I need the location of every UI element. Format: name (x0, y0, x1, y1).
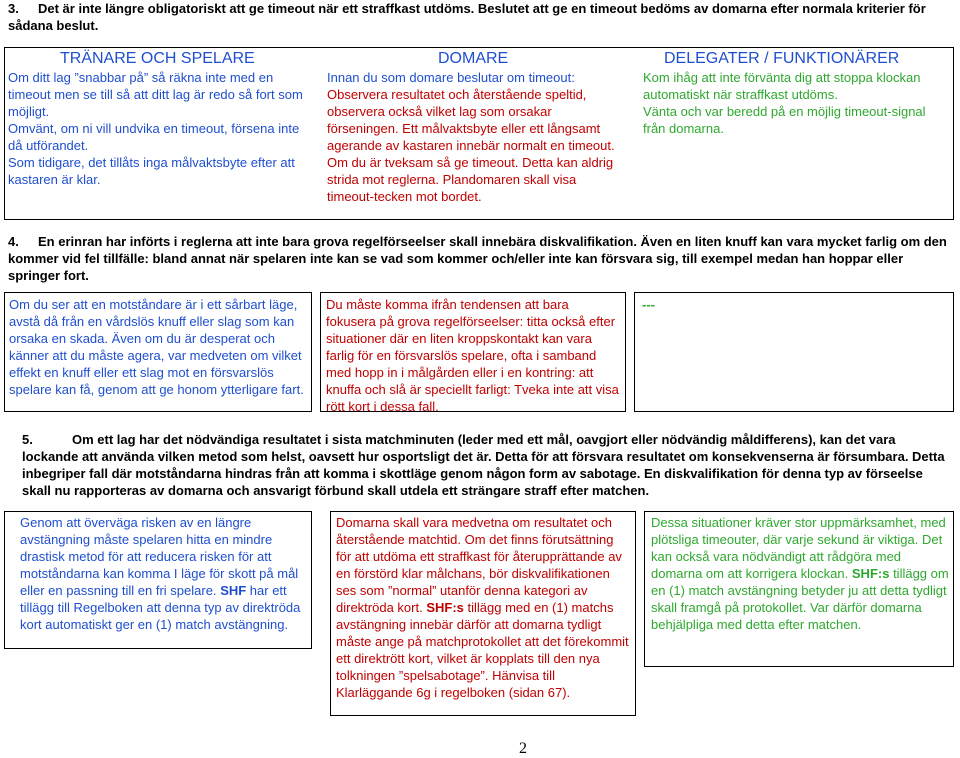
header-referees: DOMARE (438, 50, 509, 67)
page-number: 2 (519, 740, 527, 757)
section-3-delegates-text: Kom ihåg att inte förvänta dig att stoppa klockan automatiskt när straffkast utdöms. Vänta och var beredd på en möjlig timeout-signal från domarna. (643, 70, 926, 136)
section-5-referees-shf: SHF:s (426, 600, 464, 615)
item-5 (22, 431, 948, 499)
section-3-players-text: Om ditt lag ”snabbar på” så räkna inte med en timeout men se till så att ditt lag är redo så fort som möjligt. Omvänt, om ni vill undvika en timeout, försena inte då utförandet. Som tidigare, det tillåts inga målvaktsbyte efter att kastaren är klar. (8, 70, 303, 187)
section-3-referees-intro: Innan du som domare beslutar om timeout: (327, 70, 575, 85)
section-5-referees-cell (336, 514, 629, 701)
section-5-delegates-cell (651, 514, 949, 633)
item-3 (8, 0, 948, 34)
item-4-number: 4. (8, 234, 19, 249)
item-4-text: En erinran har införts i reglerna att inte bara grova regelförseelser skall innebära diskvalifikation. Även en liten knuff kan vara mycket farlig om den kommer vid fel tillfälle: bland annat när spelaren inte kan se vad som kommer och/eller inte kan försvara sig, till exempel medan han hoppar eller springer fort. (8, 234, 947, 283)
section-5-players-text: Genom att överväga risken av en längre avstängning måste spelaren hitta en mindre drastisk metod för att reducera risken för att motståndarna kan komma I läge för skott på mål eller en passning till en fri spelare. (20, 515, 299, 598)
section-3-referees-text: Observera resultatet och återstående speltid, observera också vilket lag som orsakar förseningen. Ett målvaktsbyte eller ett långsamt agerande av kastaren innebär normalt en timeout. Om du är tveksam så ge timeout. Detta kan aldrig strida mot reglerna. Plandomaren skall visa timeout-tecken mot bordet. (327, 87, 615, 204)
item-3-text: Det är inte längre obligatoriskt att ge timeout när ett straffkast utdöms. Beslutet att ge en timeout bedöms av domarna efter normala kriterier för sådana beslut. (8, 1, 926, 33)
header-players: TRÄNARE OCH SPELARE (60, 50, 255, 67)
header-delegates: DELEGATER / FUNKTIONÄRER (664, 50, 900, 67)
section-4-delegates-text: --- (642, 297, 655, 312)
section-5-delegates-shf: SHF:s (851, 566, 890, 581)
section-5-referees-shf-text: tillägg med en (1) matchs avstängning innebär därför att domarna tydligt måste ange på matchprotokollet att det förekommit ett direktrött kort, vilket är kopplats till den nya tolkningen ”spelsabotage”. Hänvisa till Klarläggande 6g i regelboken (sidan 67). (336, 600, 629, 700)
section-4-players-text: Om du ser att en motståndare är i ett sårbart läge, avstå då från en vårdslös knuff eller slag som kan orsaka en skada. Även om du är desperat och känner att du måste agera, var medveten om vilket effekt en knuff eller ett slag mot en försvarslös spelare kan få, genom att ge honom ytterligare fart. (9, 297, 304, 397)
item-3-number: 3. (8, 1, 19, 16)
section-5-referees-text: Domarna skall vara medvetna om resultatet och återstående matchtid. Om det finns förutsättning för att utdöma ett straffkast för återupprättande av en förstörd klar målchans, bör diskvalifikationen ses som ”normal” utanför denna kategori av direktröda kort. (336, 515, 622, 615)
section-5-delegates-text: Dessa situationer kräver stor uppmärksamhet, med plötsliga timeouter, där varje sekund är viktiga. Det kan också vara nödvändigt att rådgöra med domarna om att korrigera klockan. (651, 515, 946, 581)
section-5-delegates-shf-text: tillägg om en (1) match avstängning betyder ju att detta tydligt skall framgå på protokollet. Var därför domarna behjälpliga med detta efter matchen. (651, 566, 949, 632)
section-5-players-shf: SHF (220, 583, 247, 598)
item-5-text: Om ett lag har det nödvändiga resultatet i sista matchminuten (leder med ett mål, oavgjort eller nödvändig måldifferens), kan det vara lockande att använda vilken metod som helst, oavsett hur osportsligt det är. Detta för att försvara resultatet om konsekvenserna är försumbara. Detta inbegriper fall där motståndarna hindras från att komma i skottläge genom någon form av sabotage. En diskvalifikation för denna typ av förseelse skall nu rapporteras av domarna och ansvarigt förbund skall utdela ett strängare straff efter matchen. (22, 432, 945, 498)
section-5-players-cell (20, 514, 305, 633)
section-4-referees-text: Du måste komma ifrån tendensen att bara fokusera på grova regelförseelser: titta också efter situationer där en liten kroppskontakt kan vara farlig för en försvarslös spelare, ofta i samband med hopp in i målgården eller i en kontring: att knuffa och slå är speciellt farligt: Tveka inte att visa rött kort i dessa fall. (326, 297, 619, 414)
item-5-number: 5. (22, 432, 33, 447)
section-5-players-shf-text: har ett tillägg till Regelboken att denna typ av direktröda kort automatiskt ger en (1) match avstängning. (20, 583, 301, 632)
item-4 (8, 233, 948, 284)
